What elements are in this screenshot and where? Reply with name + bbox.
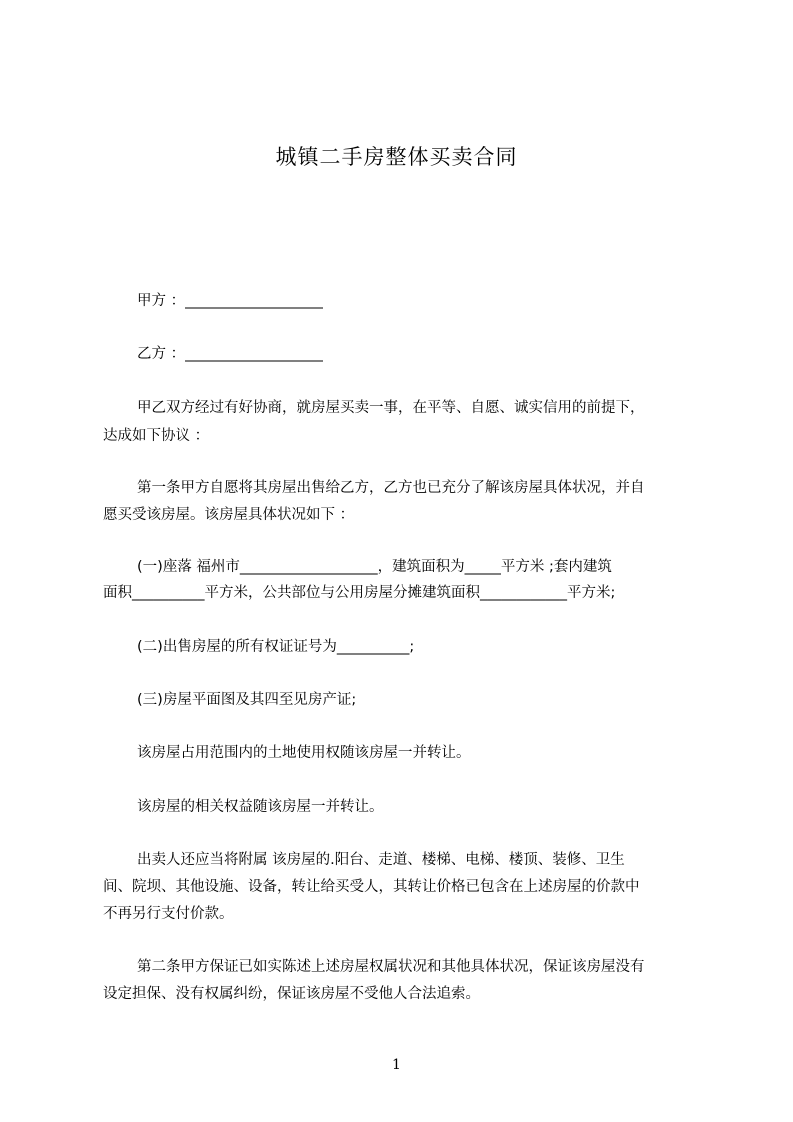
intro-line-1: 甲乙双方经过有好协商，就房屋买卖一事，在平等、自愿、诚实信用的前提下，	[137, 400, 645, 416]
seller-line-2: 间、院坝、其他设施、设备，转让给买受人，其转让价格已包含在上述房屋的价款中	[103, 879, 640, 895]
rights-line: 该房屋的相关权益随该房屋一并转让。	[137, 799, 384, 815]
item3-line: (三)房屋平面图及其四至见房产证;	[137, 692, 357, 708]
party-b-line: 乙方 ：___________________	[137, 346, 323, 362]
item1-line-1: (一)座落 福州市___________________，建筑面积为_____平方米 ;套内建筑	[137, 559, 612, 575]
party-a-line: 甲方 ：___________________	[137, 293, 323, 309]
document-title: 城镇二手房整体买卖合同	[275, 145, 518, 169]
article2-line-1: 第二条甲方保证已如实陈述上述房屋权属状况和其他具体状况，保证该房屋没有	[137, 959, 645, 975]
seller-line-1: 出卖人还应当将附属 该房屋的.阳台、走道、楼梯、电梯、楼顶、装修、卫生	[137, 852, 625, 868]
article1-line-2: 愿买受该房屋。该房屋具体状况如下 ：	[103, 507, 355, 523]
item1-line-2: 面积__________平方米，公共部位与公用房屋分摊建筑面积____________平方米;	[103, 585, 616, 601]
seller-line-3: 不再另行支付价款。	[103, 906, 234, 922]
page-number: 1	[392, 1057, 401, 1073]
intro-line-2: 达成如下协议 ：	[103, 428, 210, 444]
item2-line: (二)出售房屋的所有权证证号为__________;	[137, 639, 415, 655]
article2-line-2: 设定担保、没有权属纠纷，保证该房屋不受他人合法追索。	[103, 986, 480, 1002]
land-use-line: 该房屋占用范围内的土地使用权随该房屋一并转让。	[137, 745, 471, 761]
article1-line-1: 第一条甲方自愿将其房屋出售给乙方，乙方也已充分了解该房屋具体状况，并自	[137, 480, 645, 496]
